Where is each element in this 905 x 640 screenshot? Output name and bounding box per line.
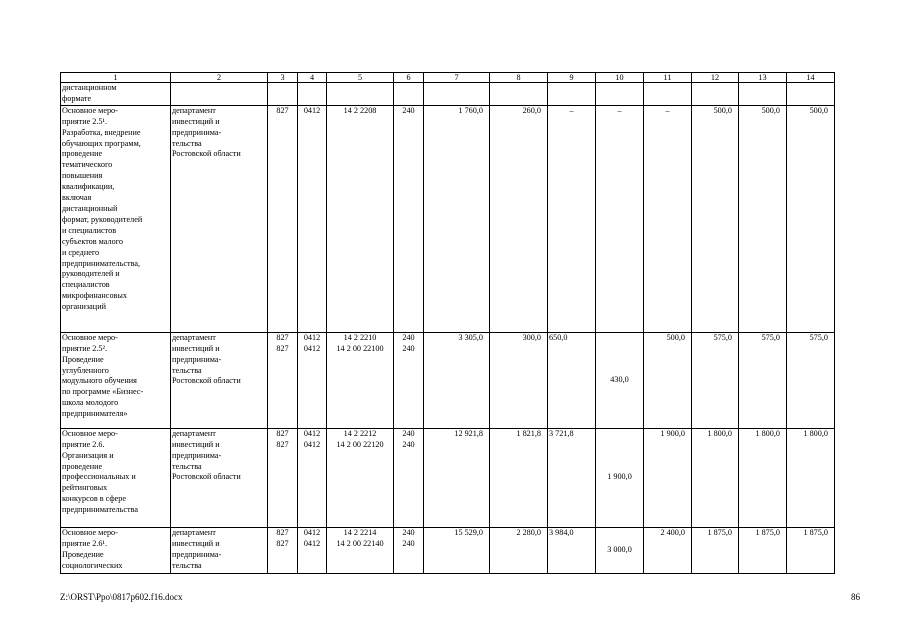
empty-cell <box>490 83 548 106</box>
year-value-cell: 1 800,0 <box>787 428 835 527</box>
activity-name-cell: Основное меро- приятие 2.5². Проведение углубленного модульного обучения по программе «Бизнес- школа молодого предпринимателя» <box>61 332 171 428</box>
year-value-cell: – <box>644 105 692 332</box>
executor-cell: департамент инвестиций и предпринима- тельства Ростовской области <box>171 428 268 527</box>
grbs-cell <box>268 332 298 428</box>
col-header: 6 <box>394 73 424 83</box>
col-header: 11 <box>644 73 692 83</box>
empty-cell <box>692 83 739 106</box>
vr-cell <box>394 428 424 527</box>
executor-cell: департамент инвестиций и предпринима- тельства <box>171 527 268 573</box>
col-header: 8 <box>490 73 548 83</box>
empty-cell <box>739 83 787 106</box>
vr-cell-line: 240 <box>402 428 415 438</box>
table-row <box>61 105 835 332</box>
year-value-cell: 1 800,0 <box>692 428 739 527</box>
table-row <box>61 428 835 527</box>
rzpr-cell <box>298 105 327 332</box>
vr-cell-line: 240 <box>402 332 415 342</box>
year-value-cell: 1 875,0 <box>739 527 787 573</box>
col-header: 2 <box>171 73 268 83</box>
rzpr-cell <box>298 332 327 428</box>
rzpr-cell-line: 0412 <box>303 527 321 537</box>
csr-cell-line: 14 2 2212 <box>343 428 377 438</box>
col-header: 14 <box>787 73 835 83</box>
csr-cell <box>327 332 394 428</box>
vr-cell <box>394 527 424 573</box>
csr-cell <box>327 105 394 332</box>
year-value-cell: 300,0 <box>490 332 548 428</box>
col-header: 5 <box>327 73 394 83</box>
year-value-cell: 260,0 <box>490 105 548 332</box>
total-cell: 15 529,0 <box>424 527 490 573</box>
rzpr-cell-line: 0412 <box>303 428 321 438</box>
table-row <box>61 527 835 573</box>
executor-cell: департамент инвестиций и предпринима- тельства Ростовской области <box>171 332 268 428</box>
csr-cell-line: 14 2 00 22100 <box>336 343 384 353</box>
year-value-cell: 500,0 <box>787 105 835 332</box>
rzpr-cell <box>298 527 327 573</box>
rzpr-cell-line: 0412 <box>303 332 321 342</box>
year-value-cell: 2 280,0 <box>490 527 548 573</box>
vr-cell-line: 240 <box>402 527 415 537</box>
csr-cell-line: 14 2 00 22140 <box>336 538 384 548</box>
col-header: 13 <box>739 73 787 83</box>
empty-cell <box>424 83 490 106</box>
empty-cell <box>298 83 327 106</box>
grbs-cell-line: 827 <box>276 439 289 449</box>
column-numbers-row <box>61 73 835 83</box>
rzpr-cell-line: 0412 <box>303 343 321 353</box>
year-value-cell: 1 900,0 <box>644 428 692 527</box>
vr-cell-line: 240 <box>402 343 415 353</box>
budget-table <box>60 72 835 574</box>
grbs-cell-line: 827 <box>276 527 289 537</box>
table-row <box>61 332 835 428</box>
year-value-cell: 1 821,8 <box>490 428 548 527</box>
grbs-cell-line: 827 <box>276 332 289 342</box>
year-value-cell: 575,0 <box>739 332 787 428</box>
activity-name-cell: Основное меро- приятие 2.6. Организация и проведение профессиональных и рейтинговых конкурсов в сфере предпринимательства <box>61 428 171 527</box>
vr-cell <box>394 332 424 428</box>
total-cell: 1 760,0 <box>424 105 490 332</box>
year-value-cell: 1 875,0 <box>692 527 739 573</box>
year-value-cell: 3 000,0 <box>596 527 644 573</box>
rzpr-cell <box>298 428 327 527</box>
year-value-cell: 575,0 <box>692 332 739 428</box>
footer-page-number: 86 <box>851 592 860 602</box>
activity-name-cell: Основное меро- приятие 2.6¹. Проведение социологических <box>61 527 171 573</box>
vr-cell-line: 240 <box>402 439 415 449</box>
vr-cell-line: 240 <box>402 105 415 115</box>
year-value-cell: – <box>548 105 596 332</box>
year-value-cell: 650,0 <box>548 332 596 428</box>
csr-cell-line: 14 2 2210 <box>343 332 377 342</box>
empty-cell <box>596 83 644 106</box>
empty-cell <box>787 83 835 106</box>
year-value-cell: 3 984,0 <box>548 527 596 573</box>
continuation-row <box>61 83 835 106</box>
year-value-cell: – <box>596 105 644 332</box>
empty-cell <box>644 83 692 106</box>
year-value-cell: 500,0 <box>739 105 787 332</box>
csr-cell-line: 14 2 2208 <box>343 105 377 115</box>
year-value-cell: 500,0 <box>692 105 739 332</box>
grbs-cell-line: 827 <box>276 105 289 115</box>
year-value-cell: 1 900,0 <box>596 428 644 527</box>
col-header: 4 <box>298 73 327 83</box>
year-value-cell: 500,0 <box>644 332 692 428</box>
col-header: 9 <box>548 73 596 83</box>
year-value-cell: 1 875,0 <box>787 527 835 573</box>
continued-name-cell: дистанционном формате <box>61 83 171 106</box>
empty-cell <box>327 83 394 106</box>
activity-name-cell: Основное меро- приятие 2.5¹. Разработка, внедрение обучающих программ, проведение тематического повышения квалификации, включая дистанционный формат, руководителей и специалистов субъектов малого и среднего предпринимательства, руководителей и специалистов микрофинансовых организаций <box>61 105 171 332</box>
executor-cell: департамент инвестиций и предпринима- тельства Ростовской области <box>171 105 268 332</box>
footer-file-path: Z:\ORST\Ppo\0817p602.f16.docx <box>60 592 183 602</box>
csr-cell <box>327 428 394 527</box>
year-value-cell: 2 400,0 <box>644 527 692 573</box>
vr-cell-line: 240 <box>402 538 415 548</box>
col-header: 1 <box>61 73 171 83</box>
csr-cell <box>327 527 394 573</box>
year-value-cell: 1 800,0 <box>739 428 787 527</box>
vr-cell <box>394 105 424 332</box>
grbs-cell-line: 827 <box>276 343 289 353</box>
total-cell: 12 921,8 <box>424 428 490 527</box>
grbs-cell <box>268 527 298 573</box>
rzpr-cell-line: 0412 <box>303 439 321 449</box>
grbs-cell-line: 827 <box>276 428 289 438</box>
empty-cell <box>548 83 596 106</box>
year-value-cell: 3 721,8 <box>548 428 596 527</box>
csr-cell-line: 14 2 00 22120 <box>336 439 384 449</box>
col-header: 3 <box>268 73 298 83</box>
empty-cell <box>268 83 298 106</box>
rzpr-cell-line: 0412 <box>303 105 321 115</box>
year-value-cell: 430,0 <box>596 332 644 428</box>
col-header: 12 <box>692 73 739 83</box>
col-header: 7 <box>424 73 490 83</box>
empty-cell <box>171 83 268 106</box>
empty-cell <box>394 83 424 106</box>
rzpr-cell-line: 0412 <box>303 538 321 548</box>
grbs-cell-line: 827 <box>276 538 289 548</box>
csr-cell-line: 14 2 2214 <box>343 527 377 537</box>
total-cell: 3 305,0 <box>424 332 490 428</box>
grbs-cell <box>268 105 298 332</box>
grbs-cell <box>268 428 298 527</box>
col-header: 10 <box>596 73 644 83</box>
year-value-cell: 575,0 <box>787 332 835 428</box>
